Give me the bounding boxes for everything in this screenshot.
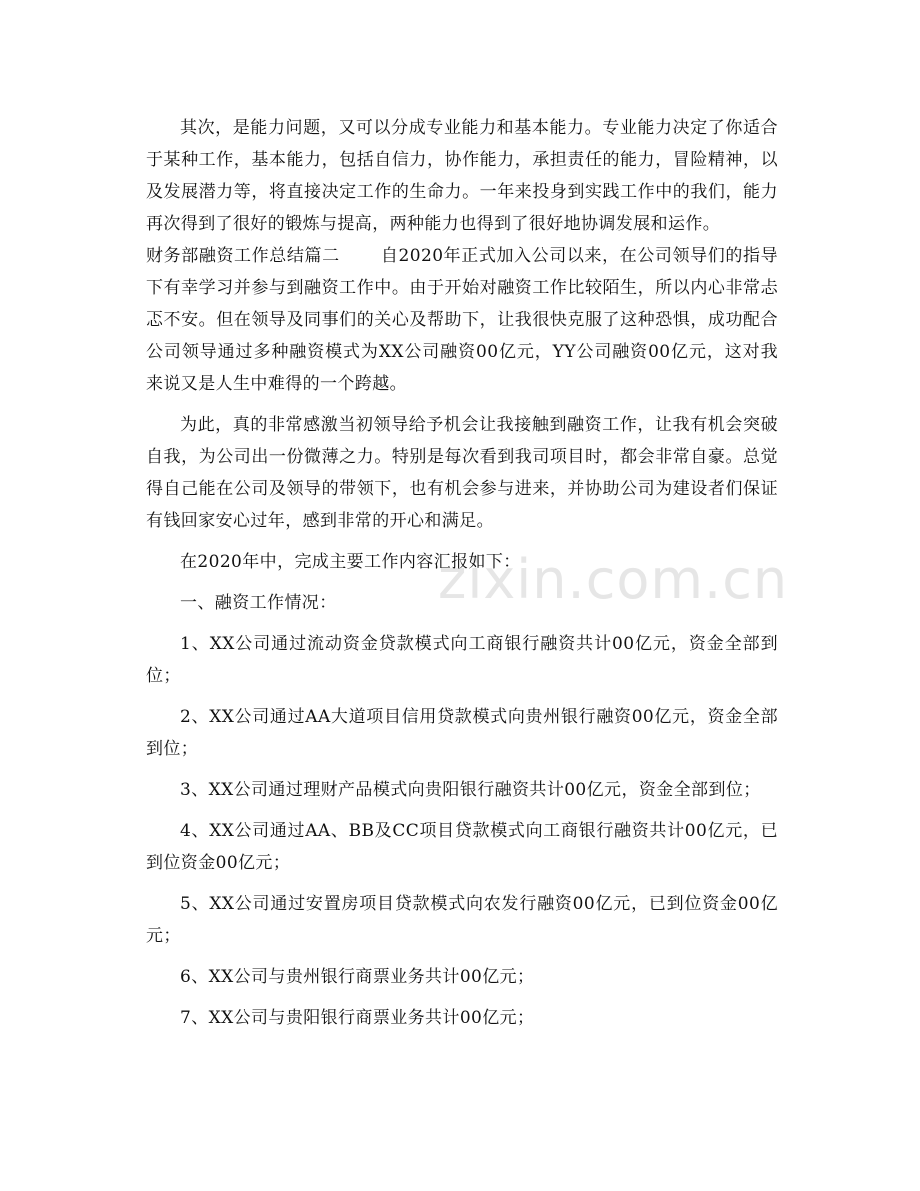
list-item-4: 4、XX公司通过AA、BB及CC项目贷款模式向工商银行融资共计00亿元，已到位资金00亿元；	[146, 821, 778, 873]
paragraph-work-summary-intro: 在2020年中，完成主要工作内容汇报如下：	[180, 552, 521, 572]
list-item-1: 1、XX公司通过流动资金贷款模式向工商银行融资共计00亿元，资金全部到位；	[146, 634, 778, 686]
paragraph-section-two-intro: 财务部融资工作总结篇二 自2020年正式加入公司以来，在公司领导们的指导下有幸学习并参与到融资工作中。由于开始对融资工作比较陌生，所以内心非常忐忑不安。但在领导及同事们的关心及帮助下，让我很快克服了这种恐惧，成功配合公司领导通过多种融资模式为XX公司融资00亿元，YY公司融资00亿元，这对我来说又是人生中难得的一个跨越。	[146, 246, 778, 394]
list-item-6: 6、XX公司与贵州银行商票业务共计00亿元；	[180, 967, 535, 987]
paragraph-ability: 其次，是能力问题，又可以分成专业能力和基本能力。专业能力决定了你适合于某种工作，基本能力，包括自信力，协作能力，承担责任的能力，冒险精神，以及发展潜力等，将直接决定工作的生命力。一年来投身到实践工作中的我们，能力再次得到了很好的锻炼与提高，两种能力也得到了很好地协调发展和运作。	[146, 118, 778, 234]
heading-financing-status: 一、融资工作情况：	[180, 593, 337, 613]
watermark: zixin.com.cn	[438, 548, 789, 611]
list-item-7: 7、XX公司与贵阳银行商票业务共计00亿元；	[180, 1008, 535, 1028]
list-item-5: 5、XX公司通过安置房项目贷款模式向农发行融资00亿元，已到位资金00亿元；	[146, 894, 778, 946]
list-item-2: 2、XX公司通过AA大道项目信用贷款模式向贵州银行融资00亿元，资金全部到位；	[146, 707, 778, 759]
document-body	[146, 112, 778, 1034]
list-item-3: 3、XX公司通过理财产品模式向贵阳银行融资共计00亿元，资金全部到位；	[180, 780, 761, 800]
paragraph-gratitude: 为此，真的非常感激当初领导给予机会让我接触到融资工作，让我有机会突破自我，为公司出一份微薄之力。特别是每次看到我司项目时，都会非常自豪。总觉得自己能在公司及领导的带领下，也有机会参与进来，并协助公司为建设者们保证有钱回家安心过年，感到非常的开心和满足。	[146, 415, 778, 531]
